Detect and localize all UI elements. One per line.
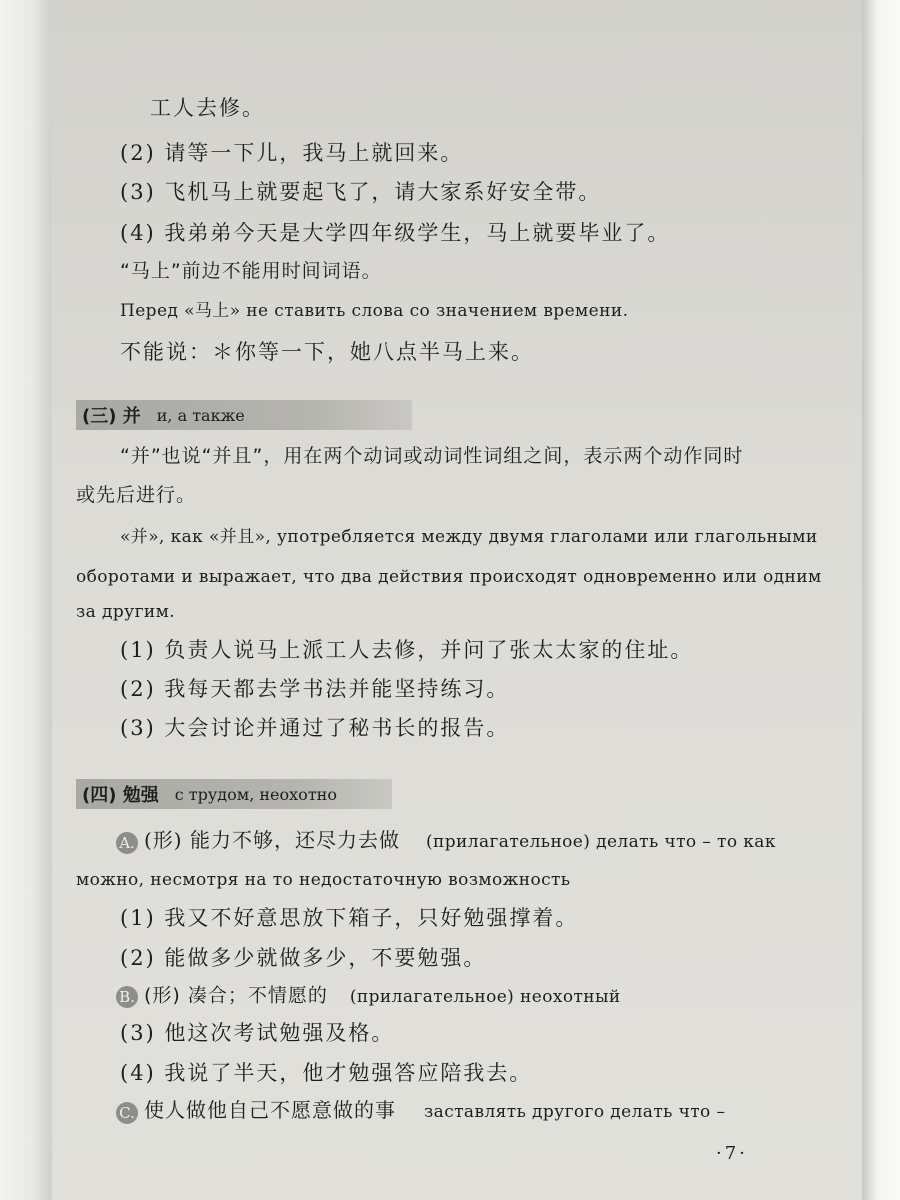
explanation-cn: 或先后进行。 [76,484,197,506]
meaning-c [116,1100,725,1124]
meaning-c-ru: заставлять другого делать что – [424,1102,726,1122]
meaning-a-ru: (прилагательное) делать что – то как [425,832,776,852]
section-heading-cn: (四) 勉强 [82,785,159,806]
explanation-ru: оборотами и выражает, что два действия происходят одновременно или одним [76,567,822,587]
meaning-marker-b: B. [116,986,138,1008]
explanation-ru: «并», как «并且», употребляется между двумя глаголами или глагольными [120,527,818,547]
meaning-a [116,830,776,854]
meaning-b [116,986,621,1008]
example-line: (3) 他这次考试勉强及格。 [120,1021,395,1045]
example-line: (3) 大会讨论并通过了秘书长的报告。 [120,716,510,740]
meaning-marker-a: A. [116,832,138,854]
usage-note-cn: “马上”前边不能用时间词语。 [120,260,382,282]
meaning-c-cn: 使人做他自己不愿意做的事 [144,1098,396,1122]
section-heading-ru: и, а также [156,405,245,425]
book-page [52,0,862,1200]
example-line: (4) 我弟弟今天是大学四年级学生，马上就要毕业了。 [120,221,671,245]
meaning-a-cn: (形) 能力不够，还尽力去做 [144,828,400,852]
section-heading-bing [76,400,412,430]
explanation-cn: “并”也说“并且”，用在两个动词或动词性词组之间，表示两个动作同时 [120,445,744,467]
meaning-a-ru-continued: можно, несмотря на то недостаточную возможность [76,870,571,890]
section-heading-mianqiang [76,779,392,809]
usage-note-ru: Перед «马上» не ставить слова со значением времени. [120,301,629,321]
incorrect-example: 不能说：＊你等一下，她八点半马上来。 [120,340,534,364]
example-line: (4) 我说了半天，他才勉强答应陪我去。 [120,1061,533,1085]
meaning-marker-c: C. [116,1102,138,1124]
example-line: (2) 能做多少就做多少，不要勉强。 [120,946,487,970]
example-line: (3) 飞机马上就要起飞了，请大家系好安全带。 [120,180,602,204]
example-line: (2) 我每天都去学书法并能坚持练习。 [120,677,510,701]
example-continuation: 工人去修。 [150,96,265,120]
section-heading-cn: (三) 并 [82,406,141,427]
meaning-b-ru: (прилагательное) неохотный [349,986,621,1007]
example-line: (1) 我又不好意思放下箱子，只好勉强撑着。 [120,906,579,930]
left-page-edge [0,0,52,1200]
explanation-ru: за другим. [76,602,176,622]
meaning-b-cn: (形) 凑合；不情愿的 [144,984,328,1007]
section-heading-ru: с трудом, неохотно [174,784,337,804]
example-line: (2) 请等一下儿，我马上就回来。 [120,141,464,165]
example-line: (1) 负责人说马上派工人去修，并问了张太太家的住址。 [120,638,694,662]
page-number: ·7· [716,1143,748,1164]
right-page-edge [862,0,900,1200]
